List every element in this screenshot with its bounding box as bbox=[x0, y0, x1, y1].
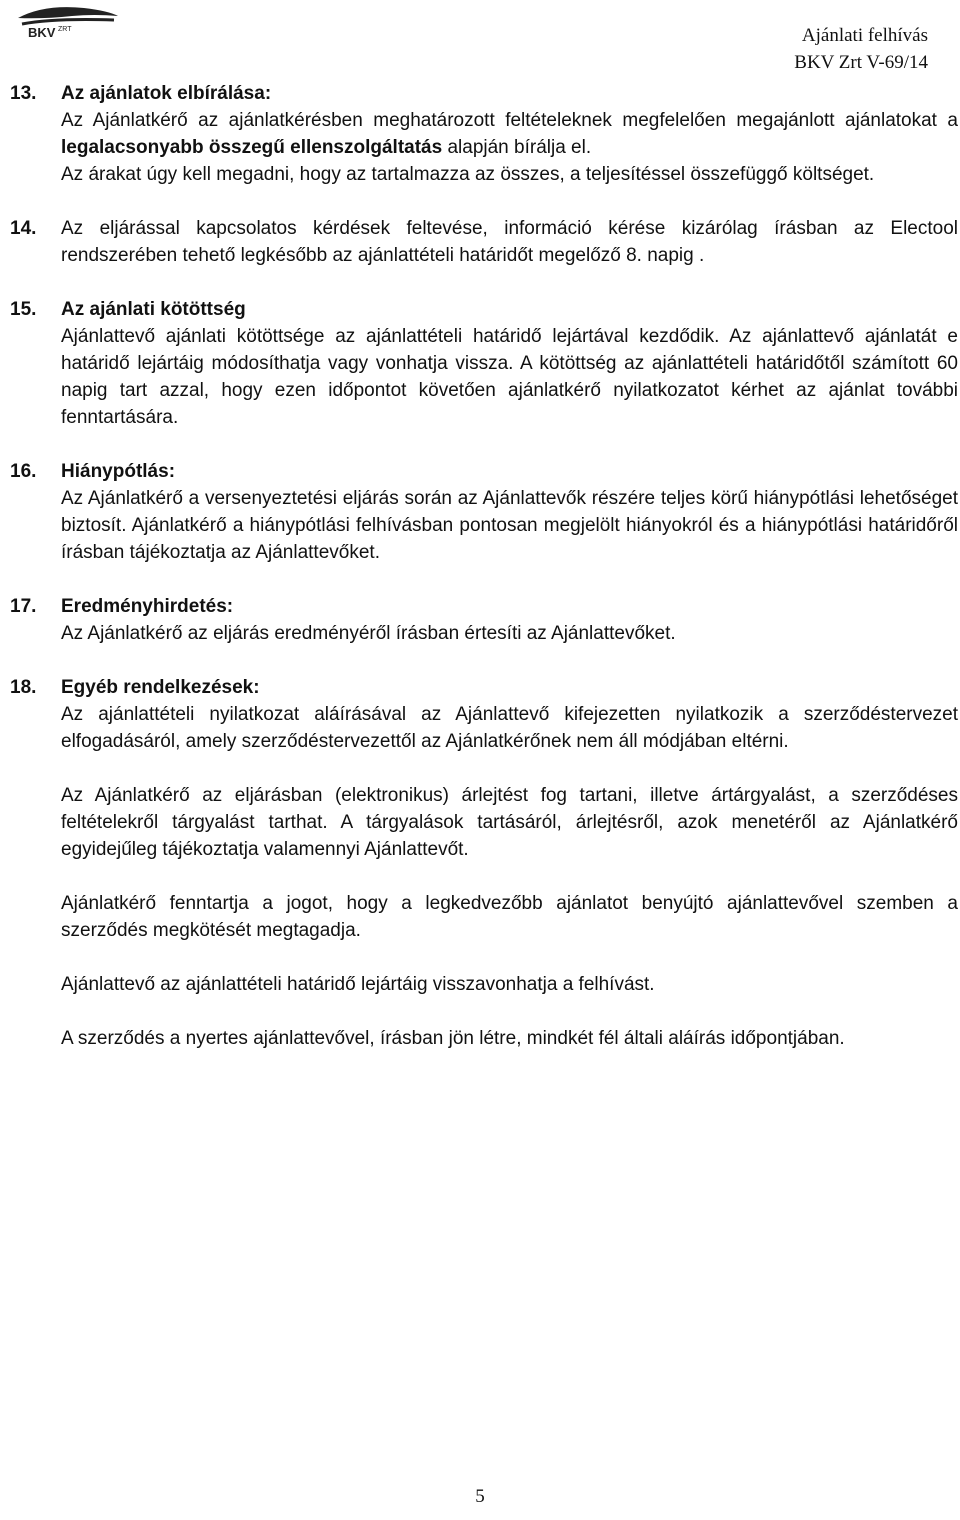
document-body bbox=[10, 80, 958, 1052]
page-number: 5 bbox=[475, 1486, 485, 1507]
section-number: 15. bbox=[10, 299, 37, 320]
section-paragraph: Ajánlatkérő fenntartja a jogot, hogy a legkedvezőbb ajánlatot benyújtó ajánlattevővel szemben a szerződés megkötését megtagadja. bbox=[61, 893, 958, 941]
section-14 bbox=[10, 215, 958, 269]
bkv-logo bbox=[14, 4, 122, 42]
section-paragraph: A szerződés a nyertes ajánlattevővel, írásban jön létre, mindkét fél általi aláírás időpontjában. bbox=[61, 1028, 845, 1049]
section-number: 17. bbox=[10, 596, 37, 617]
bkv-logo-graphic bbox=[14, 4, 122, 42]
section-paragraph: Az eljárással kapcsolatos kérdések feltevése, információ kérése kizárólag írásban az Electool rendszerében tehető legkésőbb az ajánlattételi határidőt megelőző 8. napig . bbox=[61, 218, 958, 266]
section-paragraph: Az ajánlattételi nyilatkozat aláírásával az Ajánlattevő kifejezetten nyilatkozik a szerződéstervezet elfogadásáról, amely szerződéstervezettől az Ajánlatkérőnek nem áll módjában eltérni. bbox=[61, 704, 958, 752]
section-15 bbox=[10, 296, 958, 431]
section-16 bbox=[10, 458, 958, 566]
section-18 bbox=[10, 674, 958, 1052]
section-paragraph: Az árakat úgy kell megadni, hogy az tartalmazza az összes, a teljesítéssel összefüggő költséget. bbox=[61, 164, 875, 185]
section-paragraph: Az Ajánlatkérő a versenyeztetési eljárás során az Ajánlattevők részére teljes körű hiánypótlási lehetőséget biztosít. Ajánlatkérő a hiánypótlási felhívásban pontosan megjelölt hiányokról és a hiánypótlási határidőről írásban tájékoztatja az Ajánlattevőket. bbox=[61, 488, 958, 563]
section-paragraph: Az Ajánlatkérő az eljárás eredményéről írásban értesíti az Ajánlattevőket. bbox=[61, 623, 676, 644]
section-title: Az ajánlatok elbírálása: bbox=[61, 83, 272, 104]
logo-subtext: ZRT bbox=[58, 26, 72, 33]
document-header bbox=[794, 22, 928, 76]
section-number: 14. bbox=[10, 218, 37, 239]
section-title: Az ajánlati kötöttség bbox=[61, 299, 246, 320]
section-13 bbox=[10, 80, 958, 188]
section-paragraph bbox=[61, 107, 958, 161]
section-paragraph: Ajánlattevő ajánlati kötöttsége az ajánlattételi határidő lejártával kezdődik. Az ajánlattevő ajánlatát e határidő lejártáig módosíthatja vagy vonhatja vissza. A kötöttség az ajánlattételi határidőtől számított 60 napig tart azzal, hogy ezen időpontot követően ajánlatkérő nyilatkozatot kérhet az ajánlat további fenntartására. bbox=[61, 326, 958, 428]
section-number: 18. bbox=[10, 677, 37, 698]
doc-reference: BKV Zrt V-69/14 bbox=[794, 52, 928, 73]
doc-title: Ajánlati felhívás bbox=[801, 25, 928, 46]
section-title: Egyéb rendelkezések: bbox=[61, 677, 260, 698]
text-run: Az Ajánlatkérő az ajánlatkérésben meghatározott feltételeknek megfelelően megajánlott ajánlatokat a bbox=[61, 110, 958, 131]
bold-text: legalacsonyabb összegű ellenszolgáltatás bbox=[61, 137, 443, 158]
section-title: Hiánypótlás: bbox=[61, 461, 176, 482]
section-paragraph: Ajánlattevő az ajánlattételi határidő lejártáig visszavonhatja a felhívást. bbox=[61, 974, 655, 995]
text-run: alapján bírálja el. bbox=[442, 137, 592, 158]
section-title: Eredményhirdetés: bbox=[61, 596, 234, 617]
section-number: 16. bbox=[10, 461, 37, 482]
section-number: 13. bbox=[10, 83, 37, 104]
section-17 bbox=[10, 593, 958, 647]
section-paragraph: Az Ajánlatkérő az eljárásban (elektronikus) árlejtést fog tartani, illetve ártárgyalást, a szerződéses feltételekről tárgyalást tarthat. A tárgyalások tartásáról, árlejtésről, azok menetéről az Ajánlatkérő egyidejűleg tájékoztatja valamennyi Ajánlattevőt. bbox=[61, 785, 958, 860]
logo-text: BKV bbox=[28, 25, 56, 40]
